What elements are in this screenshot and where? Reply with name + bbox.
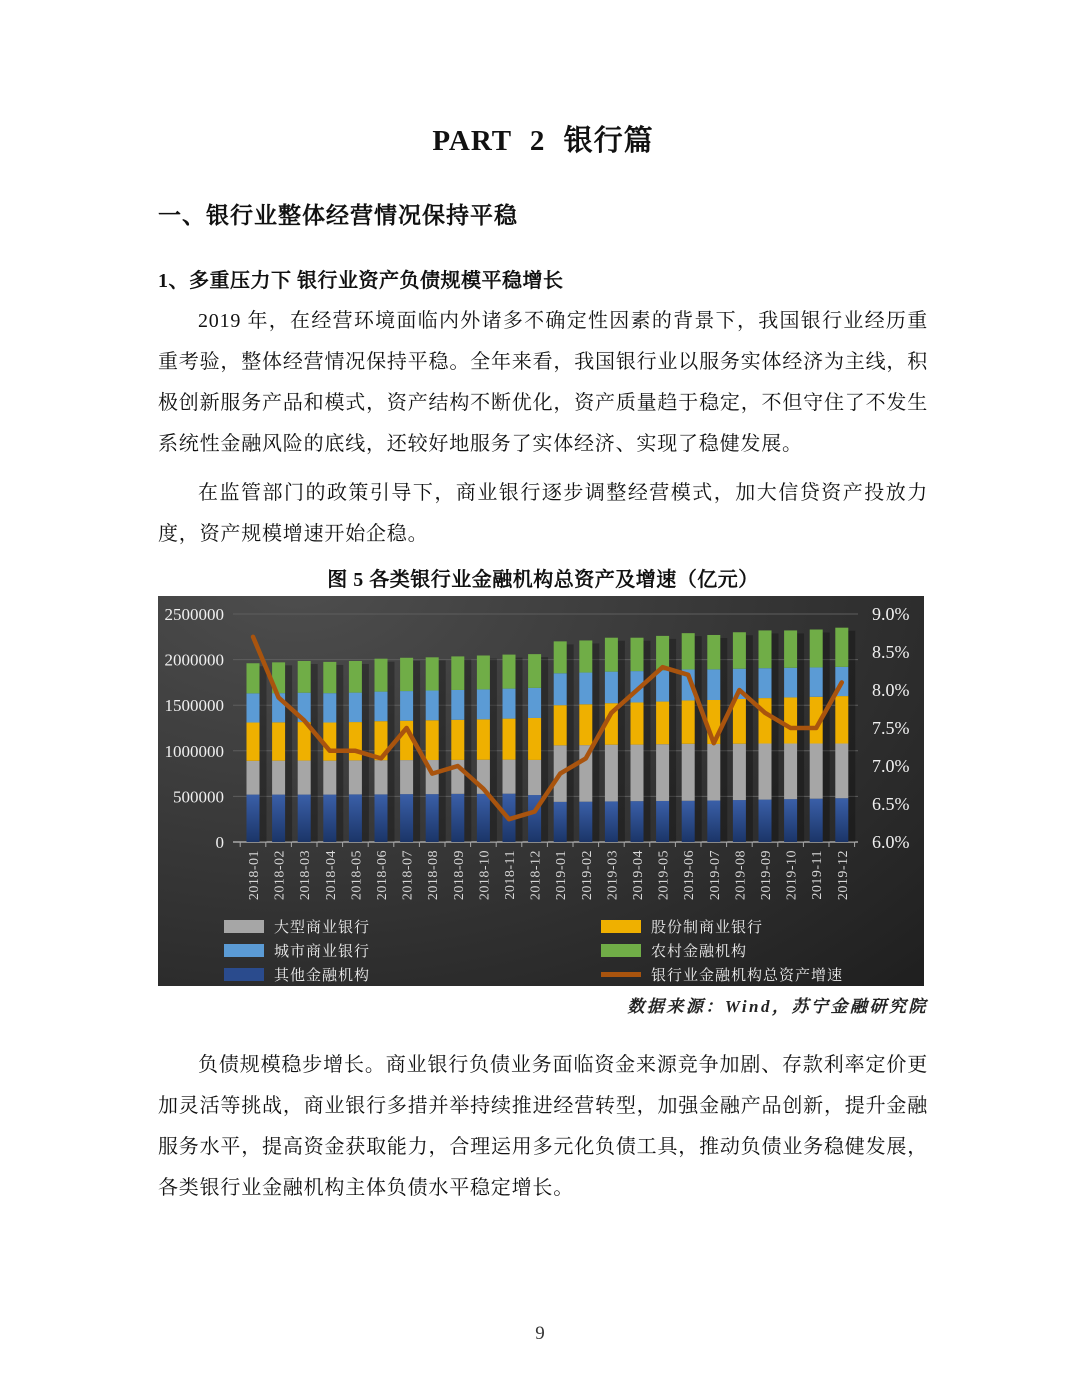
svg-text:9.0%: 9.0% <box>872 604 910 624</box>
svg-text:2018-10: 2018-10 <box>477 850 493 901</box>
legend-color-swatch <box>601 920 641 933</box>
svg-text:7.0%: 7.0% <box>872 756 910 776</box>
chart-panel <box>158 596 924 986</box>
svg-text:500000: 500000 <box>173 787 224 807</box>
svg-text:6.0%: 6.0% <box>872 832 910 852</box>
svg-text:2018-05: 2018-05 <box>349 850 365 901</box>
svg-text:2019-03: 2019-03 <box>605 850 621 901</box>
svg-text:2019-04: 2019-04 <box>631 850 646 901</box>
svg-text:7.5%: 7.5% <box>872 718 910 738</box>
svg-text:2019-08: 2019-08 <box>733 850 749 901</box>
svg-text:2018-04: 2018-04 <box>323 850 339 901</box>
svg-text:6.5%: 6.5% <box>872 794 910 814</box>
legend-label: 股份制商业银行 <box>651 920 764 936</box>
svg-text:8.5%: 8.5% <box>872 642 910 662</box>
svg-text:2018-02: 2018-02 <box>272 850 288 901</box>
svg-text:2018-01: 2018-01 <box>247 850 262 901</box>
legend-item <box>224 964 601 985</box>
chart-plot <box>165 604 910 900</box>
svg-text:2018-08: 2018-08 <box>426 850 442 901</box>
svg-text:2018-07: 2018-07 <box>400 850 416 901</box>
data-source: 数据来源：Wind，苏宁金融研究院 <box>627 997 928 1016</box>
section-heading: 一、银行业整体经营情况保持平稳 <box>158 203 518 228</box>
page-number: 9 <box>535 1323 545 1344</box>
svg-text:2019-11: 2019-11 <box>810 850 826 900</box>
legend-color-swatch <box>224 944 264 957</box>
legend-color-swatch <box>224 968 264 981</box>
paragraph-1: 2019 年，在经营环境面临内外诸多不确定性因素的背景下，我国银行业经历重重考验，整体经营情况保持平稳。全年来看，我国银行业以服务实体经济为主线，积极创新服务产品和模式，资产结构不断优化，资产质量趋于稳定，不但守住了不发生系统性金融风险的底线，还较好地服务了实体经济、实现了稳健发展。 <box>158 310 928 455</box>
legend-label: 其他金融机构 <box>274 968 371 984</box>
legend-item <box>601 940 914 961</box>
legend-color-swatch <box>224 920 264 933</box>
subsection-heading: 1、多重压力下 银行业资产负债规模平稳增长 <box>158 270 564 292</box>
legend-label: 银行业金融机构总资产增速 <box>651 968 844 984</box>
paragraph-3: 负债规模稳步增长。商业银行负债业务面临资金来源竞争加剧、存款利率定价更加灵活等挑战，商业银行多措并举持续推进经营转型，加强金融产品创新，提升金融服务水平，提高资金获取能力，合理运用多元化负债工具，推动负债业务稳健发展，各类银行业金融机构主体负债水平稳定增长。 <box>158 1054 928 1199</box>
svg-text:2019-06: 2019-06 <box>682 850 698 901</box>
svg-text:2018-06: 2018-06 <box>375 850 390 901</box>
svg-text:2019-05: 2019-05 <box>656 850 672 901</box>
svg-text:8.0%: 8.0% <box>872 680 910 700</box>
legend-item <box>224 940 601 961</box>
svg-text:2019-09: 2019-09 <box>759 850 774 901</box>
svg-text:2018-03: 2018-03 <box>298 850 314 901</box>
legend-item <box>601 916 914 937</box>
legend-item <box>601 964 914 985</box>
legend-line-swatch <box>601 972 641 977</box>
svg-text:0: 0 <box>215 833 224 852</box>
part-title: PART 2 银行篇 <box>432 125 654 157</box>
paragraph-2: 在监管部门的政策引导下，商业银行逐步调整经营模式，加大信贷资产投放力度，资产规模增速开始企稳。 <box>158 482 928 545</box>
figure-title: 图 5 各类银行业金融机构总资产及增速（亿元） <box>327 569 759 591</box>
svg-text:2500000: 2500000 <box>164 605 224 624</box>
chart-legend <box>224 916 914 985</box>
legend-item <box>224 916 601 937</box>
svg-text:1000000: 1000000 <box>164 741 224 761</box>
svg-text:2019-01: 2019-01 <box>554 850 570 901</box>
legend-color-swatch <box>601 944 641 957</box>
svg-text:2018-12: 2018-12 <box>528 850 544 901</box>
svg-text:1500000: 1500000 <box>164 696 224 716</box>
svg-text:2019-02: 2019-02 <box>579 850 595 901</box>
legend-label: 城市商业银行 <box>274 944 371 960</box>
svg-text:2018-09: 2018-09 <box>451 850 467 901</box>
svg-text:2019-07: 2019-07 <box>707 850 723 901</box>
svg-text:2018-11: 2018-11 <box>503 850 518 900</box>
legend-label: 大型商业银行 <box>274 920 371 936</box>
legend-label: 农村金融机构 <box>651 944 748 960</box>
svg-text:2000000: 2000000 <box>164 650 224 670</box>
svg-text:2019-12: 2019-12 <box>835 850 851 901</box>
svg-text:2019-10: 2019-10 <box>784 850 800 901</box>
